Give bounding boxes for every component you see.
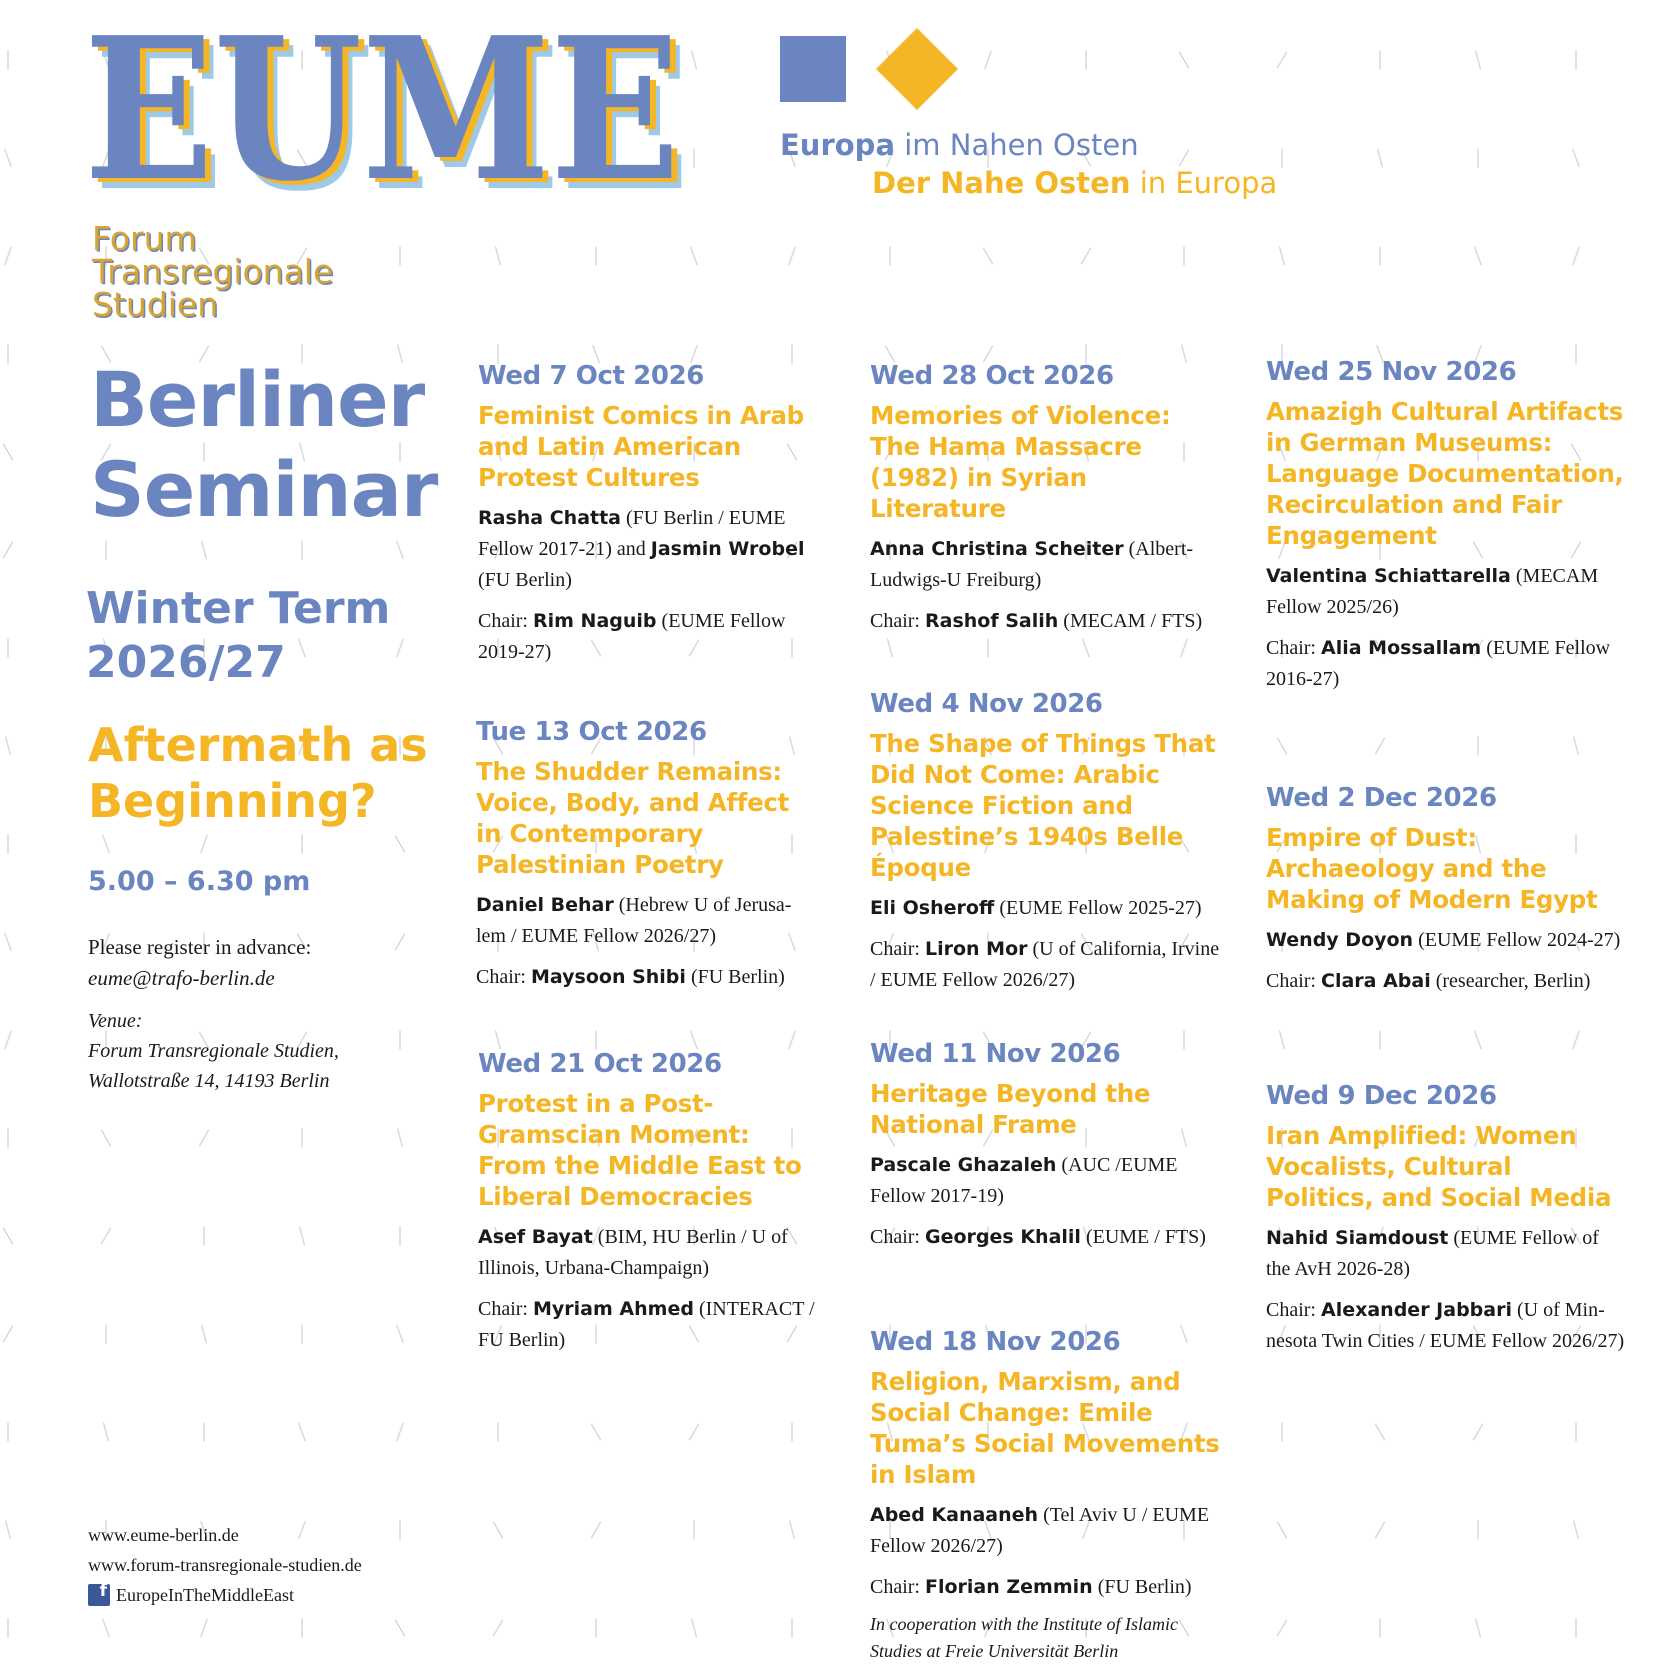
event-date: Wed 4 Nov 2026 bbox=[870, 689, 1103, 719]
event-title: Memories of Violence: The Hama Massacre (1982) in Syrian Literature bbox=[870, 401, 1171, 523]
chair-affiliation: (EUME Fellow 2016-27) bbox=[1266, 637, 1611, 690]
chair-affiliation: (FU Berlin) bbox=[1092, 1576, 1192, 1598]
background-tick bbox=[592, 1424, 601, 1440]
background-tick bbox=[5, 150, 11, 167]
background-tick bbox=[102, 1228, 111, 1244]
blue-square-mark bbox=[780, 36, 846, 102]
event-card bbox=[476, 716, 821, 993]
speaker-affiliation: (EUME Fellow 2024-27) bbox=[1413, 929, 1621, 951]
speaker-affiliation: (EUME Fellow of the AvH 2026-28) bbox=[1266, 1227, 1599, 1280]
speaker-name: Jasmin Wrobel bbox=[650, 538, 805, 560]
background-tick bbox=[1474, 1424, 1483, 1440]
chair-name: Rim Naguib bbox=[533, 610, 657, 632]
background-tick bbox=[1376, 1424, 1385, 1440]
background-tick bbox=[1574, 737, 1579, 754]
background-tick bbox=[691, 1032, 697, 1049]
background-tick bbox=[396, 836, 405, 852]
event-date: Wed 21 Oct 2026 bbox=[478, 1049, 722, 1079]
chair-name: Alia Mossallam bbox=[1321, 637, 1482, 659]
event-card bbox=[1266, 1080, 1626, 1357]
event-date: Wed 9 Dec 2026 bbox=[1266, 1081, 1497, 1111]
background-tick bbox=[4, 444, 13, 460]
event-card bbox=[870, 360, 1220, 637]
chair-name: Myriam Ahmed bbox=[533, 1298, 694, 1320]
speaker-affiliation: (FU Berlin) bbox=[478, 569, 572, 591]
eume-logo-yellow: EUME bbox=[90, 18, 686, 198]
event-card bbox=[870, 688, 1220, 996]
event-title: The Shape of Things That Did Not Come: Arabic Science Fiction and Palestine’s 1940s Belle Époque bbox=[870, 729, 1216, 882]
theme-line-2: Beginning? bbox=[88, 774, 377, 828]
venue-line-2: Wallotstraße 14, 14193 Berlin bbox=[88, 1070, 330, 1092]
event-title: Feminist Comics in Arab and Latin American Protest Cultures bbox=[478, 401, 804, 492]
background-tick bbox=[1278, 1620, 1287, 1636]
background-tick bbox=[104, 1423, 109, 1440]
event-chair bbox=[870, 1572, 1220, 1603]
speaker-name: Asef Bayat bbox=[478, 1226, 593, 1248]
fts-line-3: Studien bbox=[92, 285, 219, 324]
background-tick bbox=[691, 248, 697, 265]
series-title bbox=[90, 355, 437, 535]
background-tick bbox=[397, 1326, 403, 1343]
theme-line-1: Aftermath as bbox=[88, 718, 428, 772]
background-tick bbox=[1574, 1521, 1579, 1538]
event-speakers bbox=[1266, 925, 1626, 956]
background-tick bbox=[985, 52, 991, 69]
series-title-line-1: Berliner bbox=[90, 355, 425, 444]
background-tick bbox=[888, 639, 893, 656]
series-title-line-2: Seminar bbox=[90, 445, 438, 534]
event-speakers bbox=[1266, 561, 1626, 623]
chair-label: Chair: bbox=[1266, 970, 1321, 992]
event-title: Empire of Dust: Archaeology and the Making of Modern Egypt bbox=[1266, 823, 1598, 914]
background-tick bbox=[984, 248, 993, 264]
event-speakers bbox=[1266, 1223, 1626, 1285]
speaker-affiliation: (Tel Aviv U / EUME Fellow 2026/27) bbox=[870, 1504, 1210, 1557]
chair-affiliation: (researcher, Berlin) bbox=[1430, 970, 1591, 992]
chair-name: Clara Abai bbox=[1321, 970, 1431, 992]
theme-heading bbox=[88, 717, 428, 829]
speaker-name: Wendy Doyon bbox=[1266, 929, 1414, 951]
background-tick bbox=[1573, 150, 1579, 167]
chair-label: Chair: bbox=[1266, 637, 1321, 659]
chair-label: Chair: bbox=[870, 938, 925, 960]
event-chair bbox=[1266, 966, 1626, 997]
event-title: Amazigh Cultural Artifacts in German Museums: Language Documentation, Recirculation and Fair Engagement bbox=[1266, 397, 1624, 550]
register-text: Please register in advance: bbox=[88, 935, 312, 959]
footer-links bbox=[88, 1520, 362, 1610]
chair-affiliation: (EUME / FTS) bbox=[1080, 1226, 1206, 1248]
background-tick bbox=[496, 1031, 501, 1048]
venue-info bbox=[88, 1006, 428, 1096]
speaker-affiliation: (BIM, HU Berlin / U of Illinois, Urbana-Champaign) bbox=[478, 1226, 788, 1279]
background-tick bbox=[1376, 1522, 1385, 1538]
event-card bbox=[1266, 356, 1626, 695]
background-tick bbox=[1180, 52, 1189, 68]
background-tick bbox=[1280, 1031, 1285, 1048]
speaker-affiliation: (EUME Fellow 2025-27) bbox=[994, 897, 1202, 919]
chair-label: Chair: bbox=[476, 966, 531, 988]
speaker-name: Anna Christina Scheiter bbox=[870, 538, 1124, 560]
event-card bbox=[870, 1038, 1220, 1253]
event-title: Iran Amplified: Women Vocalists, Cultural Politics, and Social Media bbox=[1266, 1121, 1612, 1212]
event-date: Wed 7 Oct 2026 bbox=[478, 361, 704, 391]
event-speakers bbox=[870, 1150, 1220, 1212]
event-chair bbox=[478, 606, 823, 668]
background-tick bbox=[396, 1620, 405, 1636]
background-tick bbox=[690, 1424, 699, 1440]
chair-label: Chair: bbox=[870, 1226, 925, 1248]
background-tick bbox=[200, 1130, 209, 1146]
background-tick bbox=[789, 1032, 795, 1049]
chair-label: Chair: bbox=[478, 1298, 533, 1320]
speaker-name: Valentina Schiattarella bbox=[1266, 565, 1511, 587]
background-tick bbox=[496, 247, 501, 264]
background-tick bbox=[4, 1326, 13, 1342]
background-tick bbox=[1181, 640, 1187, 657]
term-line-1: Winter Term bbox=[86, 583, 391, 634]
chair-affiliation: (FU Berlin) bbox=[685, 966, 785, 988]
event-chair bbox=[1266, 633, 1626, 695]
background-tick bbox=[1082, 248, 1091, 264]
event-title: Heritage Beyond the National Frame bbox=[870, 1079, 1151, 1139]
chair-name: Alexander Jabbari bbox=[1321, 1299, 1512, 1321]
background-tick bbox=[1278, 1522, 1287, 1538]
background-tick bbox=[1475, 1032, 1481, 1049]
background-tick bbox=[790, 1521, 795, 1538]
chair-name: Liron Mor bbox=[925, 938, 1028, 960]
event-speakers bbox=[478, 503, 823, 596]
background-tick bbox=[494, 1620, 503, 1636]
eume-logo bbox=[84, 18, 704, 198]
tagline-middle-east-in-europe: Der Nahe Osten in Europa bbox=[872, 166, 1278, 200]
term-line-2: 2026/27 bbox=[86, 637, 286, 688]
speaker-affiliation: (FU Berlin / EUME Fellow 2017-21) and bbox=[478, 507, 786, 560]
seminar-time: 5.00 – 6.30 pm bbox=[88, 866, 311, 897]
term-heading bbox=[86, 582, 390, 690]
event-card bbox=[478, 1048, 823, 1356]
speaker-name: Eli Osheroff bbox=[870, 897, 995, 919]
chair-label: Chair: bbox=[478, 610, 533, 632]
fts-line-2: Transregionale bbox=[92, 252, 334, 291]
event-speakers bbox=[870, 893, 1220, 924]
chair-name: Rashof Salih bbox=[925, 610, 1059, 632]
event-card bbox=[1266, 782, 1626, 997]
background-tick bbox=[1573, 248, 1579, 265]
background-tick bbox=[1573, 1032, 1579, 1049]
event-chair bbox=[478, 1294, 823, 1356]
event-title: Religion, Marxism, and Social Change: Emile Tuma’s Social Movements in Islam bbox=[870, 1367, 1220, 1489]
background-tick bbox=[1475, 248, 1481, 265]
background-tick bbox=[592, 1522, 601, 1538]
chair-affiliation: (U of California, Irvine / EUME Fellow 2026/27) bbox=[870, 938, 1220, 991]
speaker-name: Pascale Ghazaleh bbox=[870, 1154, 1057, 1176]
event-cooperation-note: In cooperation with the Institute of Islamic Studies at Freie Universität Berlin bbox=[870, 1614, 1178, 1661]
yellow-diamond-mark bbox=[876, 28, 958, 110]
event-chair bbox=[1266, 1295, 1626, 1357]
chair-label: Chair: bbox=[1266, 1299, 1321, 1321]
eume-website-link[interactable]: www.eume-berlin.de bbox=[88, 1525, 239, 1545]
chair-affiliation: (U of Min-nesota Twin Cities / EUME Fellow 2026/27) bbox=[1266, 1299, 1625, 1352]
chair-name: Florian Zemmin bbox=[925, 1576, 1093, 1598]
speaker-name: Abed Kanaaneh bbox=[870, 1504, 1039, 1526]
background-tick bbox=[397, 542, 403, 559]
background-tick bbox=[398, 1129, 403, 1146]
background-tick bbox=[1476, 51, 1481, 68]
background-tick bbox=[6, 737, 11, 754]
event-speakers bbox=[870, 1500, 1220, 1562]
background-tick bbox=[494, 1522, 503, 1538]
background-tick bbox=[4, 542, 13, 558]
background-tick bbox=[202, 541, 207, 558]
event-date: Wed 25 Nov 2026 bbox=[1266, 357, 1517, 387]
background-tick bbox=[789, 248, 795, 265]
event-speakers bbox=[478, 1222, 823, 1284]
registration-info bbox=[88, 932, 428, 994]
background-tick bbox=[5, 248, 11, 265]
chair-name: Georges Khalil bbox=[925, 1226, 1081, 1248]
speaker-affiliation: (AUC /EUME Fellow 2017-19) bbox=[870, 1154, 1178, 1207]
facebook-handle: EuropeInTheMiddleEast bbox=[116, 1585, 294, 1605]
event-speakers bbox=[870, 534, 1220, 596]
background-tick bbox=[300, 1227, 305, 1244]
forum-transregionale-logo bbox=[92, 219, 334, 324]
venue-line-1: Forum Transregionale Studien, bbox=[88, 1040, 339, 1062]
event-title: Protest in a Post-Gramscian Moment: From the Middle East to Liberal Democracies bbox=[478, 1089, 802, 1211]
background-tick bbox=[4, 1228, 13, 1244]
chair-affiliation: (INTERACT / FU Berlin) bbox=[478, 1298, 815, 1351]
event-date: Wed 18 Nov 2026 bbox=[870, 1327, 1121, 1357]
background-tick bbox=[1278, 52, 1287, 68]
fts-line-1: Forum bbox=[92, 219, 197, 258]
background-tick bbox=[397, 1424, 403, 1441]
background-tick bbox=[103, 1620, 109, 1637]
chair-label: Chair: bbox=[870, 1576, 925, 1598]
event-chair bbox=[870, 934, 1220, 996]
event-title: The Shudder Remains: Voice, Body, and Affect in Contemporary Palestinian Poetry bbox=[476, 757, 790, 879]
chair-affiliation: (EUME Fellow 2019-27) bbox=[478, 610, 786, 663]
tagline-europe-in-middle-east: Europa im Nahen Osten bbox=[780, 128, 1139, 162]
register-email-link[interactable]: eume@trafo-berlin.de bbox=[88, 966, 275, 990]
background-tick bbox=[202, 1325, 207, 1342]
background-tick bbox=[6, 1521, 11, 1538]
background-tick bbox=[5, 1032, 11, 1049]
venue-label: Venue: bbox=[88, 1010, 143, 1032]
event-date: Wed 28 Oct 2026 bbox=[870, 361, 1114, 391]
facebook-link[interactable] bbox=[88, 1580, 362, 1610]
event-date: Wed 11 Nov 2026 bbox=[870, 1039, 1121, 1069]
speaker-affiliation: (Hebrew U of Jerusa-lem / EUME Fellow 2026/27) bbox=[476, 894, 792, 947]
event-date: Wed 2 Dec 2026 bbox=[1266, 783, 1497, 813]
background-tick bbox=[1278, 738, 1287, 754]
chair-affiliation: (MECAM / FTS) bbox=[1058, 610, 1203, 632]
fts-website-link[interactable]: www.forum-transregionale-studien.de bbox=[88, 1555, 362, 1575]
chair-label: Chair: bbox=[870, 610, 925, 632]
background-tick bbox=[201, 1620, 207, 1637]
background-tick bbox=[1083, 640, 1089, 657]
background-tick bbox=[299, 1424, 305, 1441]
background-tick bbox=[1180, 150, 1189, 166]
speaker-name: Nahid Siamdoust bbox=[1266, 1227, 1449, 1249]
background-tick bbox=[1378, 149, 1383, 166]
eume-logo-shadow: EUME bbox=[94, 18, 690, 198]
background-tick bbox=[692, 1619, 697, 1636]
background-tick bbox=[1280, 247, 1285, 264]
background-tick bbox=[1376, 738, 1385, 754]
facebook-icon: f bbox=[88, 1584, 110, 1606]
chair-name: Maysoon Shibi bbox=[531, 966, 686, 988]
event-card bbox=[478, 360, 823, 668]
background-tick bbox=[103, 836, 109, 853]
eume-logo-blue: EUME bbox=[84, 18, 680, 198]
event-speakers bbox=[476, 890, 821, 952]
event-date: Tue 13 Oct 2026 bbox=[476, 717, 707, 747]
event-card bbox=[870, 1326, 1220, 1665]
background-tick bbox=[201, 836, 207, 853]
background-tick bbox=[102, 1130, 111, 1146]
event-chair bbox=[476, 962, 821, 993]
event-chair bbox=[870, 1222, 1220, 1253]
speaker-affiliation: (Albert-Ludwigs-U Freiburg) bbox=[870, 538, 1194, 591]
background-tick bbox=[1476, 1619, 1481, 1636]
speaker-affiliation: (MECAM Fellow 2025/26) bbox=[1266, 565, 1599, 618]
event-chair bbox=[870, 606, 1220, 637]
speaker-name: Daniel Behar bbox=[476, 894, 614, 916]
background-tick bbox=[397, 640, 403, 657]
background-tick bbox=[5, 934, 11, 951]
speaker-name: Rasha Chatta bbox=[478, 507, 622, 529]
